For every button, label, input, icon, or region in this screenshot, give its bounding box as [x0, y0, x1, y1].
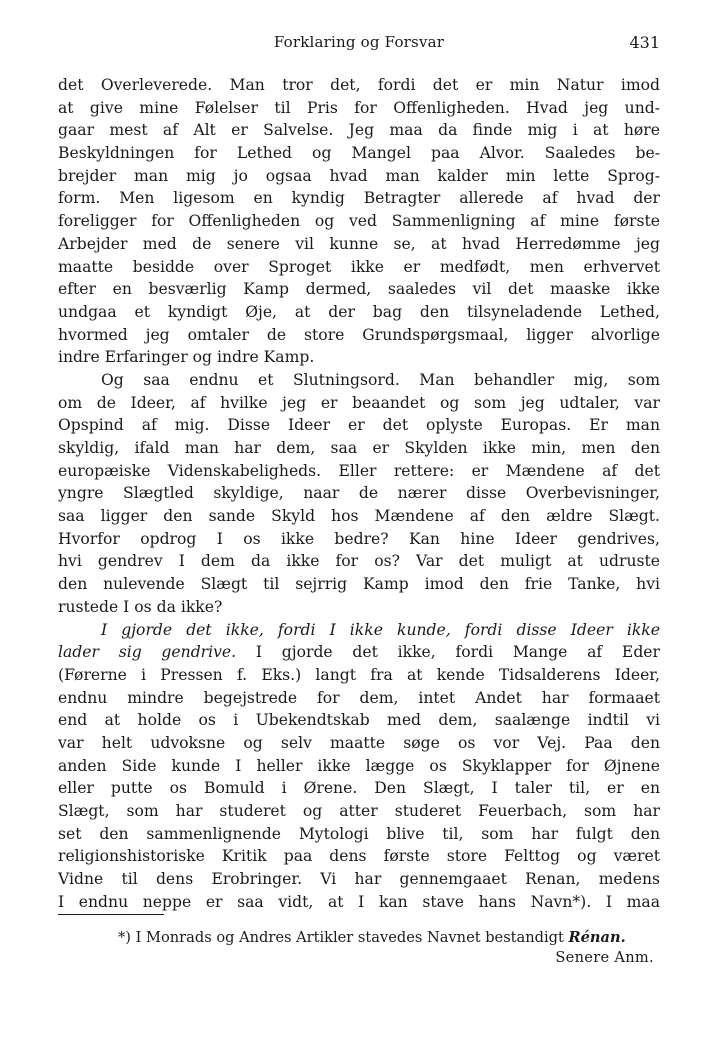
text-line: indre Erfaringer og indre Kamp.	[58, 348, 315, 367]
text-line: foreligger for Offenligheden og ved Sammenligning af mine første	[58, 212, 660, 231]
text-line: efter en besværlig Kamp dermed, saaledes vil det maaske ikke	[58, 280, 660, 299]
running-title: Forklaring og Forsvar	[273, 33, 445, 51]
footnote-name: Rénan.	[568, 929, 626, 946]
footnote-note: Senere Anm.	[555, 948, 654, 966]
italic-phrase: lader sig gendrive.	[58, 643, 237, 662]
mixed-text-line	[58, 641, 660, 664]
text-line: eller putte os Bomuld i Ørene. Den Slægt, I taler til, er en	[58, 779, 660, 798]
footnote-text: I Monrads og Andres Artikler stavedes Navnet bestandigt	[135, 929, 564, 946]
text-line: det Overleverede. Man tror det, fordi det er min Natur imod	[58, 76, 660, 94]
text-line: Beskyldningen for Lethed og Mangel paa Alvor. Saaledes be-	[58, 144, 660, 163]
text-line: om de Ideer, af hvilke jeg er beaandet og som jeg udtaler, var	[58, 393, 660, 412]
footnote	[58, 928, 668, 967]
text-line: at give mine Følelser til Pris for Offenligheden. Hvad jeg und-	[58, 98, 660, 117]
body-text	[58, 74, 660, 913]
text-line: brejder man mig jo ogsaa hvad man kalder min lette Sprog-	[58, 166, 660, 185]
text-line: end at holde os i Ubekendtskab med dem, saalænge indtil vi	[58, 711, 660, 730]
text-line: (Førerne i Pressen f. Eks.) langt fra at kende Tidsalderens Ideer,	[58, 665, 660, 684]
text-line: Slægt, som har studeret og atter studeret Feuerbach, som har	[58, 802, 660, 820]
text-line: form. Men ligesom en kyndig Betragter allerede af hvad der	[58, 189, 660, 208]
text-line: set den sammenlignende Mytologi blive til, som har fulgt den	[58, 824, 660, 843]
text-line: anden Side kunde I heller ikke lægge os Skyklapper for Øjnene	[58, 756, 660, 775]
text-line: var helt udvoksne og selv maatte søge os vor Vej. Paa den	[58, 733, 660, 752]
text-line: saa ligger den sande Skyld hos Mændene af den ældre Slægt.	[58, 507, 660, 526]
page-header	[58, 33, 660, 57]
text-line: den nulevende Slægt til sejrrig Kamp imod den frie Tanke, hvi	[58, 575, 660, 594]
book-page	[58, 0, 660, 1037]
text-line: hvi gendrev I dem da ikke for os? Var det muligt at udruste	[58, 552, 660, 571]
text-line: Arbejder med de senere vil kunne se, at hvad Herredømme jeg	[58, 234, 660, 253]
text-line: skyldig, ifald man har dem, saa er Skylden ikke min, men den	[58, 439, 660, 457]
text-line: endnu mindre begejstrede for dem, intet Andet har formaaet	[58, 688, 660, 707]
text-line: religionshistoriske Kritik paa dens første store Felttog og været	[58, 847, 660, 866]
text-line: Og saa endnu et Slutningsord. Man behandler mig, som	[101, 370, 660, 389]
text-line: maatte besidde over Sproget ikke er medfødt, men erhvervet	[58, 257, 660, 276]
text-line: yngre Slægtled skyldige, naar de nærer disse Overbevisninger,	[58, 484, 660, 503]
text-line: undgaa et kyndigt Øje, at der bag den tilsyneladende Lethed,	[58, 302, 660, 321]
text-line: Vidne til dens Erobringer. Vi har gennemgaaet Renan, medens	[58, 870, 660, 889]
italic-text-line: I gjorde det ikke, fordi I ikke kunde, fordi disse Ideer ikke	[101, 620, 660, 639]
text-line: gaar mest af Alt er Salvelse. Jeg maa da finde mig i at høre	[58, 121, 660, 140]
text-line: Hvorfor opdrog I os ikke bedre? Kan hine Ideer gendrives,	[58, 529, 660, 548]
text-line: rustede I os da ikke?	[58, 597, 223, 616]
text-run: I gjorde det ikke, fordi Mange af Eder	[255, 643, 660, 662]
text-line: Opspind af mig. Disse Ideer er det oplyste Europas. Er man	[58, 416, 660, 435]
text-line: hvormed jeg omtaler de store Grundspørgsmaal, ligger alvorlige	[58, 325, 660, 344]
text-line: europæiske Videnskabeligheds. Eller rettere: er Mændene af det	[58, 461, 660, 480]
page-number: 431	[629, 33, 660, 52]
footnote-divider	[58, 914, 164, 915]
footnote-marker: *)	[118, 929, 131, 946]
text-line: I endnu neppe er saa vidt, at I kan stave hans Navn*). I maa	[58, 892, 660, 911]
footnote-line	[58, 928, 668, 948]
